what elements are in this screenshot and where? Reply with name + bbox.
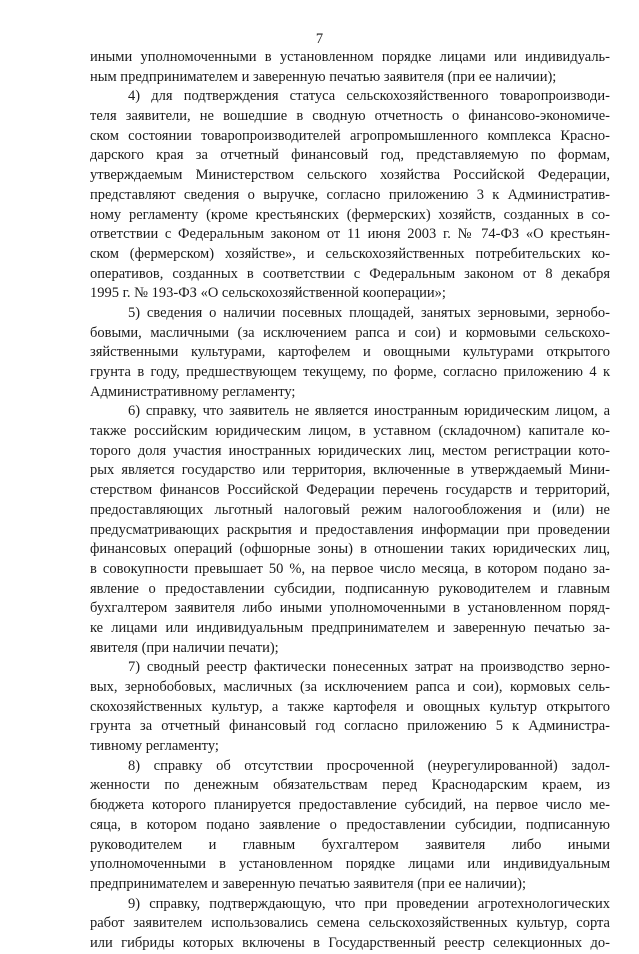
text-line: 9) справку, подтверждающую, что при проведении агротехнологических <box>128 895 610 912</box>
text-line: ском (фермерском) хозяйстве», и сельскохозяйственных потребительских ко- <box>90 245 610 262</box>
page-number: 7 <box>315 31 324 47</box>
text-line: рых является государство или территория, включенные в утверждаемый Мини- <box>90 462 610 479</box>
text-line: вых, зернобобовых, масличных (за исключением рапса и сои), кормовых сель- <box>90 679 610 695</box>
text-line: уполномоченными в установленном порядке лицами или индивидуальным <box>90 856 610 873</box>
text-line: явление о предоставлении субсидии, подписанную руководителем и главным <box>90 580 610 597</box>
text-line: 5) сведения о наличии посевных площадей, занятых зерновыми, зернобо- <box>128 304 610 321</box>
text-line: ском состоянии товаропроизводителей агропромышленного комплекса Красно- <box>90 127 610 144</box>
text-line: финансовых операций (офшорные зоны) в отношении таких юридических лиц, <box>90 541 610 558</box>
text-line: зяйственными культурами, картофелем и овощными культурами открытого <box>90 344 610 361</box>
text-line: в совокупности превышает 50 %, на первое число месяца, в котором подано за- <box>90 560 610 577</box>
text-line: 6) справку, что заявитель не является иностранным юридическим лицом, а <box>128 403 610 420</box>
text-line: утверждаемым Министерством сельского хозяйства Российской Федерации, <box>90 167 610 184</box>
text-line: предусматривающих раскрытия и предоставления информации при проведении <box>90 521 610 538</box>
text-line: представляют сведения о выручке, согласно приложению 3 к Административ- <box>90 186 610 203</box>
text-line: дарского края за отчетный финансовый год, представляемую по формам, <box>90 147 610 164</box>
text-line: тивному регламенту; <box>90 738 219 755</box>
paragraph-p9 <box>90 895 610 954</box>
text-line: ке лицами или индивидуальным предпринимателем и заверенную печатью за- <box>90 619 610 636</box>
paragraph-p0 <box>90 48 610 87</box>
text-line: также российским юридическим лицом, в уставном (складочном) капитале ко- <box>90 423 610 440</box>
text-line: руководителем и главным бухгалтером заявителя либо иными <box>90 836 610 853</box>
text-line: работ заявителем использовались семена сельскохозяйственных культур, сорта <box>90 915 610 932</box>
text-line: стерством финансов Российской Федерации перечень государств и территорий, <box>90 482 610 499</box>
text-line: бюджета которого планируется предоставление субсидий, на первое число ме- <box>90 797 610 814</box>
text-line: ному регламенту (кроме крестьянских (фермерских) хозяйств, созданных в со- <box>90 206 610 223</box>
text-line: или гибриды которых включены в Государственный реестр селекционных до- <box>90 934 610 951</box>
text-line: грунта в году, предшествующем текущему, по форме, согласно приложению 4 к <box>90 364 610 380</box>
text-line: 8) справку об отсутствии просроченной (неурегулированной) задол- <box>128 757 610 774</box>
paragraph-p7 <box>90 658 610 756</box>
text-line: иными уполномоченными в установленном порядке лицами или индивидуаль- <box>90 49 610 65</box>
text-line: сяца, в котором подано заявление о предоставлении субсидии, подписанную <box>90 816 610 833</box>
text-line: явителя (при наличии печати); <box>90 639 279 656</box>
paragraph-p6 <box>90 402 610 658</box>
paragraph-p4 <box>90 87 610 304</box>
text-line: 4) для подтверждения статуса сельскохозяйственного товаропроизводи- <box>128 88 610 105</box>
text-line: женности по денежным обязательствам перед Краснодарским краем, из <box>90 777 610 794</box>
text-line: ным предпринимателем и заверенную печатью заявителя (при ее наличии); <box>90 68 557 85</box>
text-line: 7) сводный реестр фактически понесенных затрат на производство зерно- <box>128 659 610 676</box>
text-line: Административному регламенту; <box>90 383 296 400</box>
text-line: оперативов, созданных в соответствии с Федеральным законом от 8 декабря <box>90 265 610 282</box>
text-line: торого доля участия иностранных юридических лиц, местом регистрации кото- <box>90 442 610 459</box>
text-line: грунта за отчетный финансовый год согласно приложению 5 к Администра- <box>90 718 610 735</box>
paragraph-p8 <box>90 757 610 895</box>
text-line: теля заявители, не вошедшие в сводную отчетность о финансово-экономиче- <box>90 108 610 125</box>
paragraph-p5 <box>90 304 610 402</box>
text-line: предоставляющих льготный налоговый режим налогообложения и (или) не <box>90 501 610 518</box>
document-body <box>90 48 610 954</box>
text-line: бухгалтером заявителя либо иными уполномоченными в установленном поряд- <box>90 600 610 617</box>
text-line: предпринимателем и заверенную печатью заявителя (при ее наличии); <box>90 875 527 892</box>
text-line: ответствии с Федеральным законом от 11 июня 2003 г. № 74-ФЗ «О крестьян- <box>90 226 610 243</box>
text-line: скохозяйственных культур, а также картофеля и овощных культур открытого <box>90 698 610 715</box>
text-line: бовыми, масличными (за исключением рапса и сои) и кормовыми сельскохо- <box>90 324 610 341</box>
text-line: 1995 г. № 193-ФЗ «О сельскохозяйственной кооперации»; <box>90 285 446 302</box>
